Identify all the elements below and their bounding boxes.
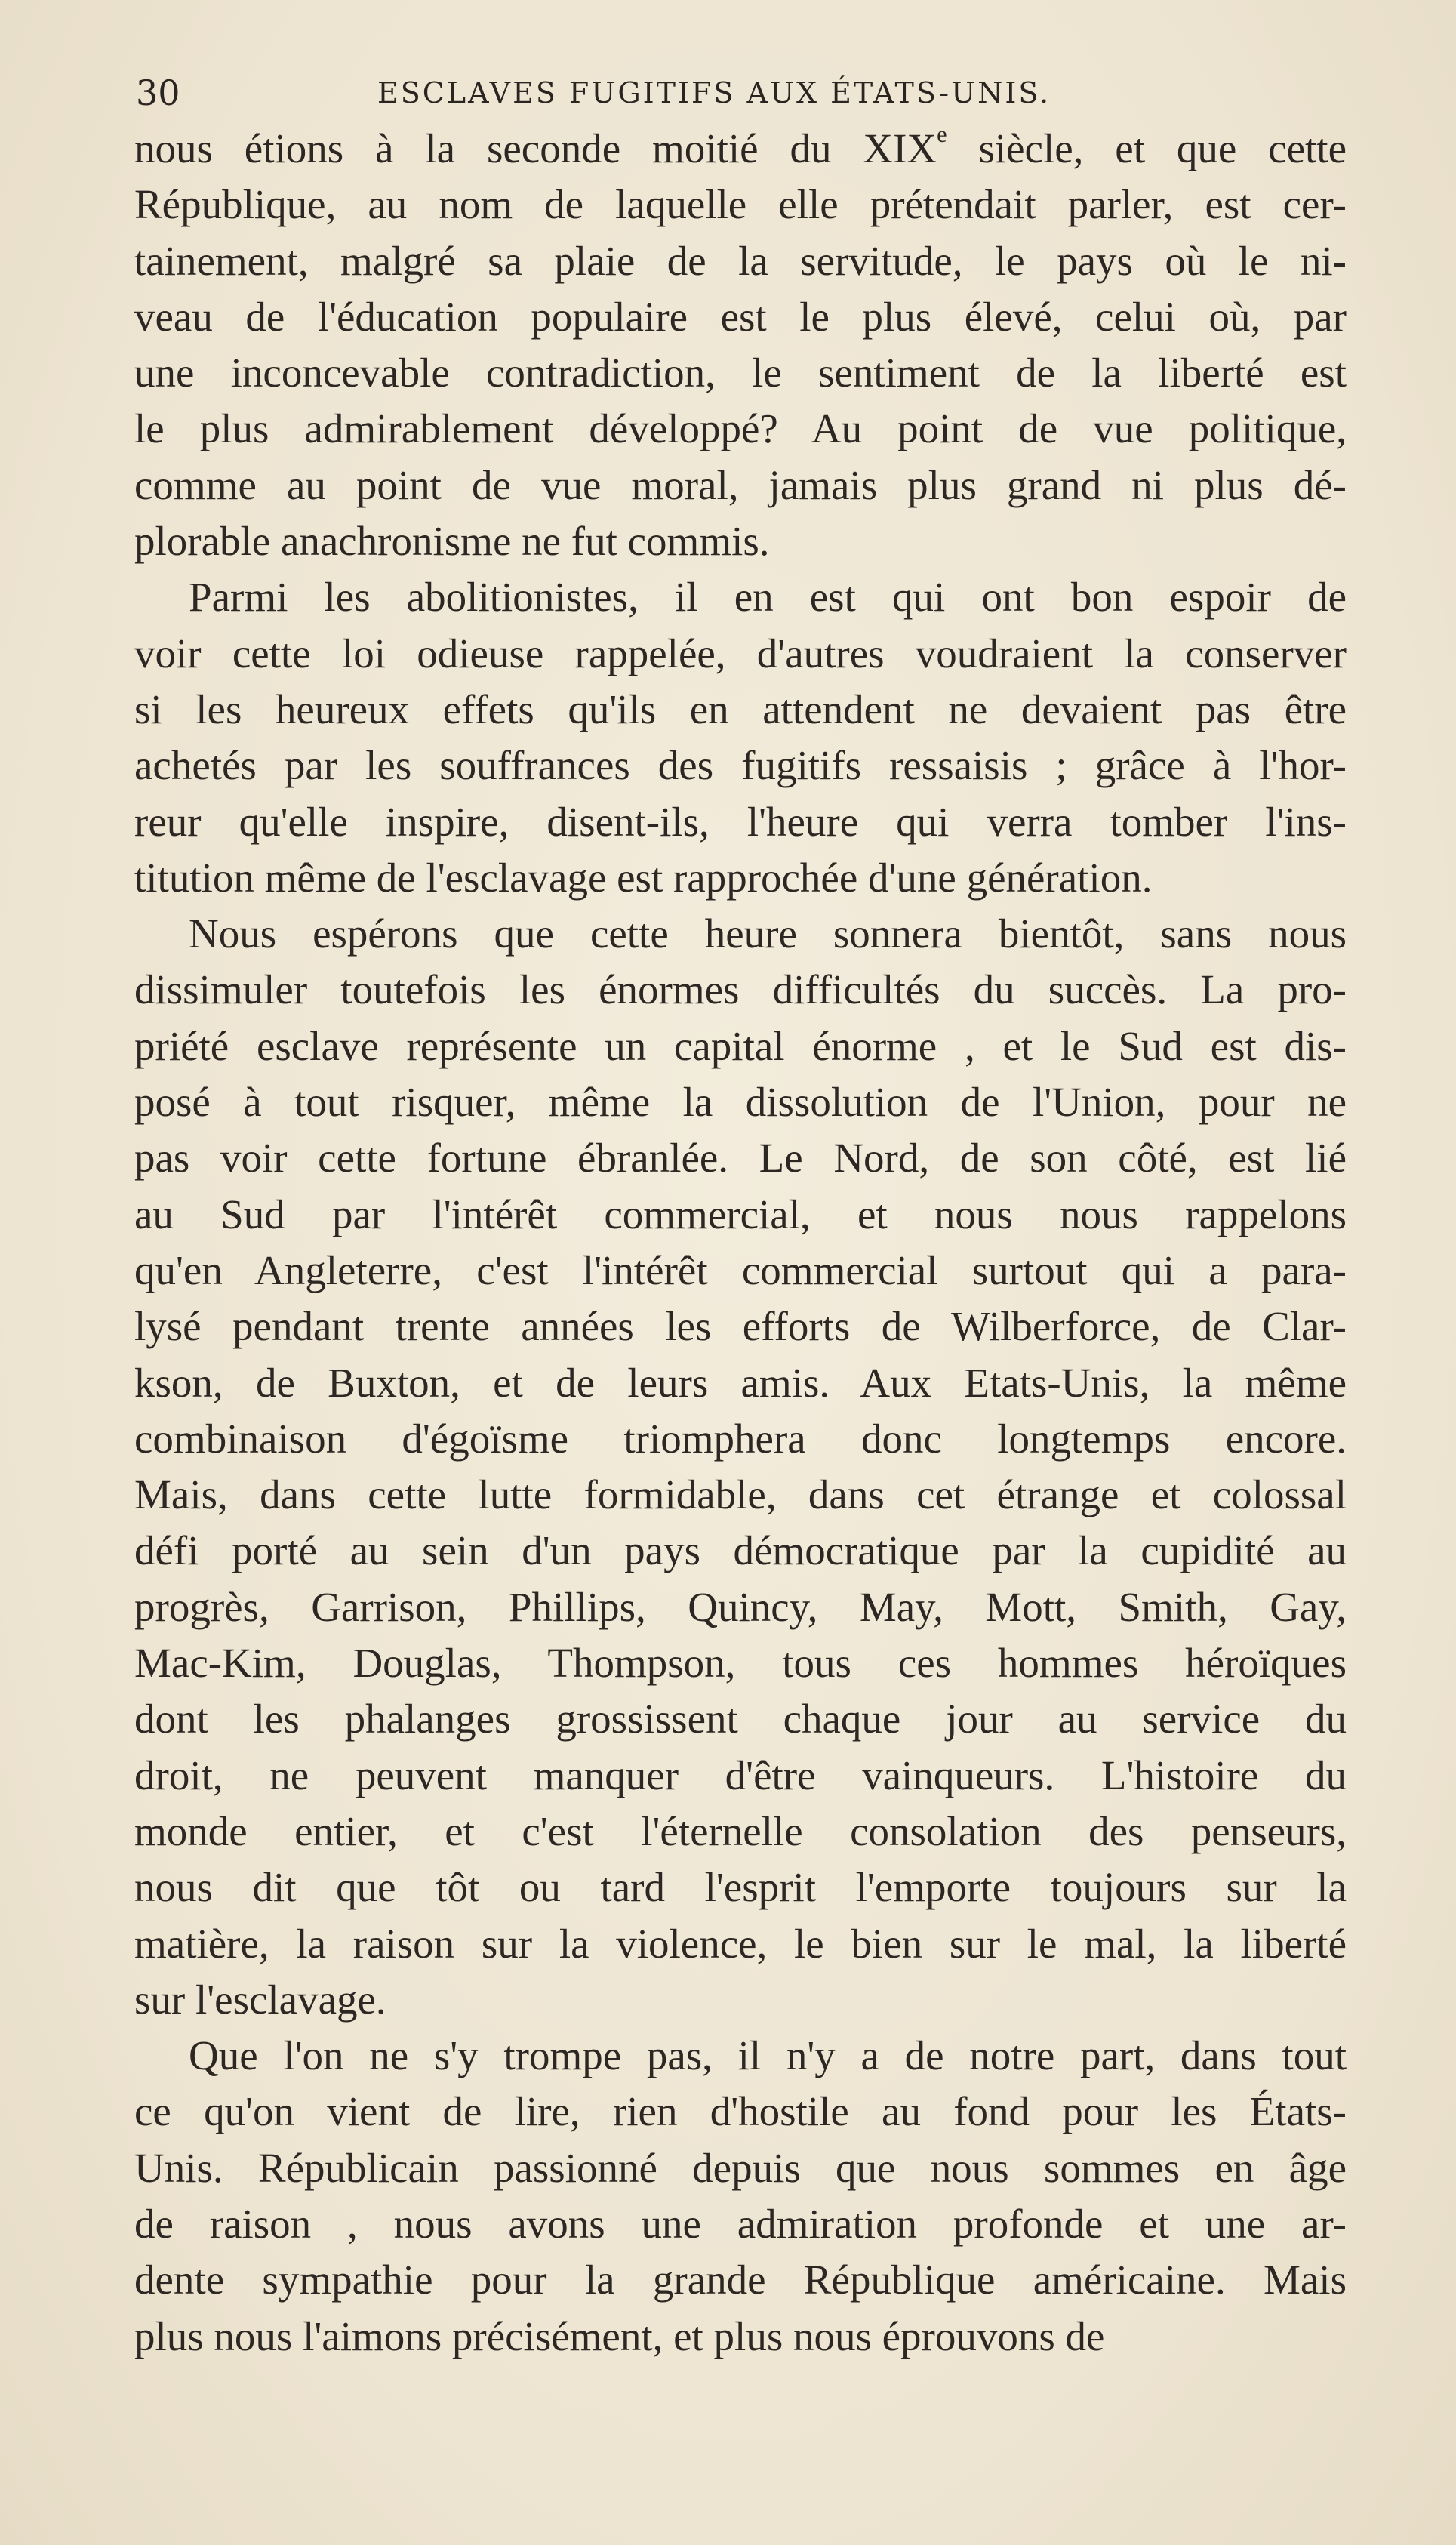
text-line: qu'en Angleterre, c'est l'intérêt commercial surtout qui a para- [134,1246,1347,1293]
text-line: Parmi les abolitionistes, il en est qui ont bon espoir de [189,574,1347,621]
text-line: Nous espérons que cette heure sonnera bientôt, sans nous [189,910,1347,957]
text-line: kson, de Buxton, et de leurs amis. Aux Etats-Unis, la même [134,1359,1347,1406]
text-line: pas voir cette fortune ébranlée. Le Nord, de son côté, est lié [134,1135,1347,1182]
text-line: plorable anachronisme ne fut commis. [134,518,770,565]
text-line: veau de l'éducation populaire est le plus élevé, celui où, par [134,293,1347,340]
text-line: tainement, malgré sa plaie de la servitude, le pays où le ni- [134,237,1347,284]
text-line: droit, ne peuvent manquer d'être vainqueurs. L'histoire du [134,1752,1347,1798]
running-title: ESCLAVES FUGITIFS AUX ÉTATS-UNIS. [377,76,1051,109]
text-line: Unis. Républicain passionné depuis que nous sommes en âge [134,2144,1347,2191]
page-header [136,66,1359,119]
text-line: sur l'esclavage. [134,1976,386,2023]
text-line: voir cette loi odieuse rappelée, d'autres voudraient la conserver [134,630,1347,676]
page-number: 30 [136,72,180,113]
text-line: monde entier, et c'est l'éternelle consolation des penseurs, [134,1807,1347,1854]
text-line: si les heureux effets qu'ils en attendent ne devaient pas être [134,686,1347,732]
text-line: reur qu'elle inspire, disent-ils, l'heure qui verra tomber l'ins- [134,798,1347,845]
text-line: de raison , nous avons une admiration profonde et une ar- [134,2200,1347,2247]
text-line: nous dit que tôt ou tard l'esprit l'emporte toujours sur la [134,1864,1347,1911]
text-line [134,121,1347,177]
paragraph [134,121,1347,569]
text-line: progrès, Garrison, Phillips, Quincy, May, Mott, Smith, Gay, [134,1583,1347,1630]
paragraph [134,2028,1347,2365]
text-line: matière, la raison sur la violence, le bien sur le mal, la liberté [134,1920,1347,1967]
text-line: titution même de l'esclavage est rapprochée d'une génération. [134,854,1153,901]
text-line: combinaison d'égoïsme triomphera donc longtemps encore. [134,1415,1347,1462]
text-line: achetés par les souffrances des fugitifs ressaisis ; grâce à l'hor- [134,742,1347,789]
text-line: Que l'on ne s'y trompe pas, il n'y a de notre part, dans tout [189,2032,1347,2079]
paragraph [134,906,1347,2028]
century-superscript: e [937,121,947,147]
paragraph [134,569,1347,906]
text-line: dissimuler toutefois les énormes difficultés du succès. La pro- [134,966,1347,1013]
text-line: défi porté au sein d'un pays démocratique par la cupidité au [134,1527,1347,1574]
text-line: dont les phalanges grossissent chaque jour au service du [134,1696,1347,1742]
text-line: ce qu'on vient de lire, rien d'hostile au fond pour les États- [134,2088,1347,2135]
text-line: une inconcevable contradiction, le sentiment de la liberté est [134,350,1347,396]
body-text [134,121,1347,2365]
text-line: République, au nom de laquelle elle prétendait parler, est cer- [134,181,1347,228]
text-line: Mac-Kim, Douglas, Thompson, tous ces hommes héroïques [134,1640,1347,1687]
text-line: au Sud par l'intérêt commercial, et nous nous rappelons [134,1191,1347,1237]
text-line: Mais, dans cette lutte formidable, dans cet étrange et colossal [134,1471,1347,1518]
text-line: lysé pendant trente années les efforts de Wilberforce, de Clar- [134,1303,1347,1350]
text-line: le plus admirablement développé? Au point de vue politique, [134,405,1347,452]
text-line: posé à tout risquer, même la dissolution de l'Union, pour ne [134,1079,1347,1126]
text-line-tail: siècle, et que cette [947,125,1347,171]
text-line: comme au point de vue moral, jamais plus grand ni plus dé- [134,461,1347,508]
text-line: plus nous l'aimons précisément, et plus nous éprouvons de [134,2312,1105,2359]
text-line: priété esclave représente un capital énorme , et le Sud est dis- [134,1022,1347,1069]
text-line-main: nous étions à la seconde moitié du XIX [134,125,937,171]
text-line: dente sympathie pour la grande République américaine. Mais [134,2257,1347,2303]
